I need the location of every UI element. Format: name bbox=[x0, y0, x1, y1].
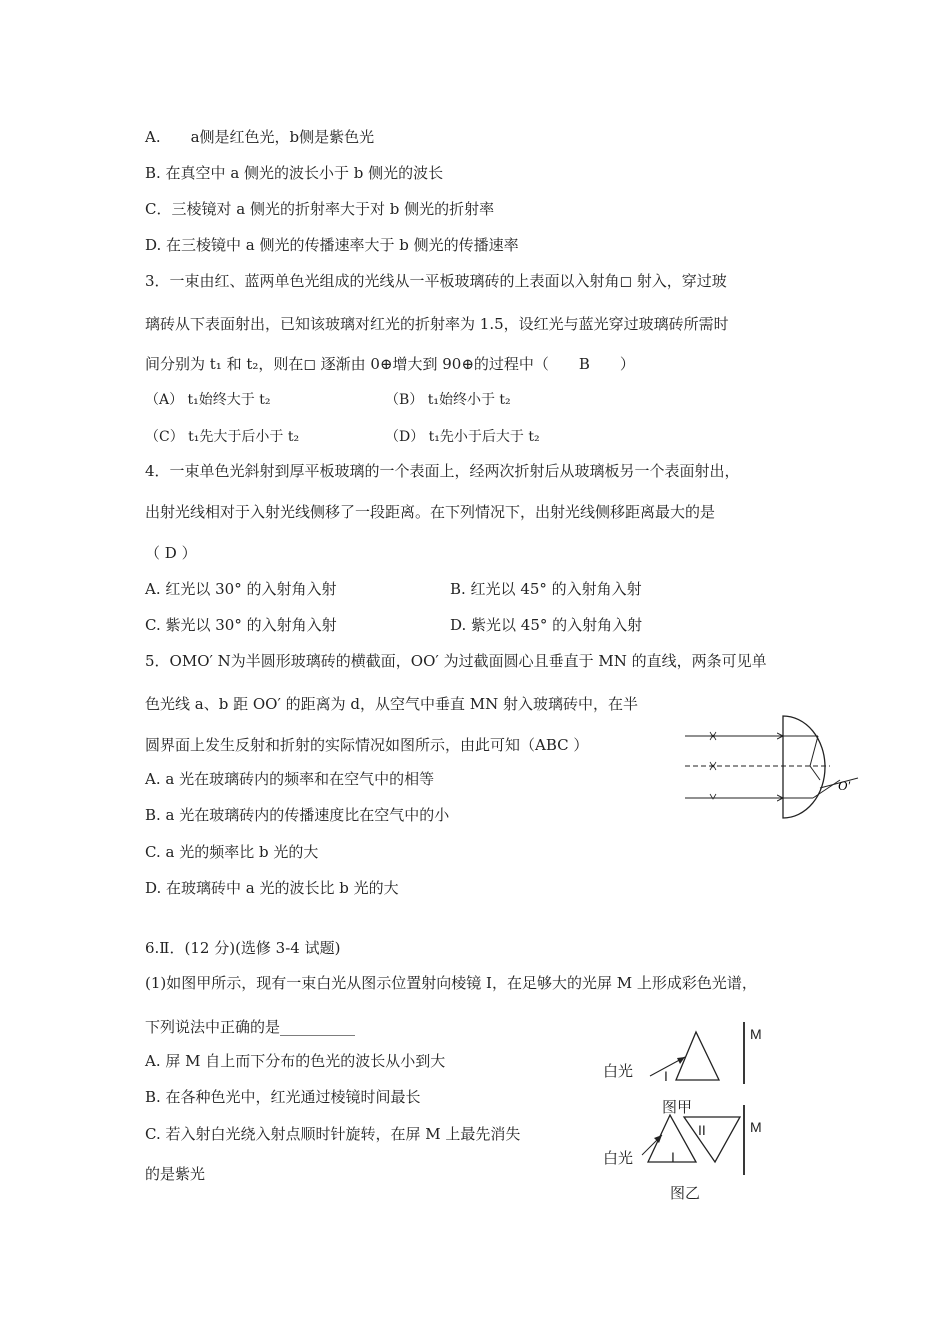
q3-option-d: （D） t₁先小于后大于 t₂ bbox=[385, 429, 540, 445]
fig-jia-screen-label: M bbox=[750, 1026, 762, 1042]
q6-heading: 6.Ⅱ．(12 分)(选修 3-4 试题) bbox=[145, 939, 341, 957]
fig-jia-prism-label: I bbox=[664, 1068, 668, 1084]
q3-option-c: （C） t₁先大于后小于 t₂ bbox=[145, 429, 300, 445]
q5-option-c: C. a 光的频率比 b 光的大 bbox=[145, 843, 319, 861]
q5-line-1: 5．OMO′ N为半圆形玻璃砖的横截面，OO′ 为过截面圆心且垂直于 MN 的直线，两条可见单 bbox=[145, 652, 767, 670]
q5-option-b: B. a 光在玻璃砖内的传播速度比在空气中的小 bbox=[145, 806, 450, 824]
semicircle-glass-figure bbox=[680, 708, 870, 828]
q2-option-b: B. 在真空中 a 侧光的波长小于 b 侧光的波长 bbox=[145, 164, 444, 182]
q6-option-c-cont: 的是紫光 bbox=[145, 1165, 206, 1183]
q4-option-c: C. 紫光以 30° 的入射角入射 bbox=[145, 616, 337, 634]
fig-jia-white-light: 白光 bbox=[603, 1062, 634, 1080]
q4-line-1: 4．一束单色光斜射到厚平板玻璃的一个表面上，经两次折射后从玻璃板另一个表面射出， bbox=[145, 462, 740, 480]
fig-yi-prism2-label: II bbox=[698, 1122, 706, 1138]
q6-option-c: C. 若入射白光绕入射点顺时针旋转，在屏 M 上最先消失 bbox=[145, 1125, 521, 1143]
q3-line-3: 间分别为 t₁ 和 t₂，则在◻ 逐渐由 0⊕增大到 90⊕的过程中（ B ） bbox=[145, 355, 635, 373]
q4-answer: （ D ） bbox=[145, 544, 197, 562]
q5-option-d: D. 在玻璃砖中 a 光的波长比 b 光的大 bbox=[145, 879, 399, 897]
q6-line-1: (1)如图甲所示，现有一束白光从图示位置射向棱镜 I，在足够大的光屏 M 上形成彩色光谱， bbox=[145, 974, 757, 992]
fig-yi-white-light: 白光 bbox=[603, 1149, 634, 1167]
q5-line-2: 色光线 a、b 距 OO′ 的距离为 d，从空气中垂直 MN 射入玻璃砖中，在半 bbox=[145, 695, 639, 713]
q4-line-2: 出射光线相对于入射光线侧移了一段距离。在下列情况下，出射光线侧移距离最大的是 bbox=[145, 503, 716, 521]
q3-option-a: （A） t₁始终大于 t₂ bbox=[145, 392, 271, 408]
q5-option-a: A. a 光在玻璃砖内的频率和在空气中的相等 bbox=[145, 770, 435, 788]
q6-option-b: B. 在各种色光中，红光通过棱镜时间最长 bbox=[145, 1088, 421, 1106]
q5-line-3: 圆界面上发生反射和折射的实际情况如图所示，由此可知（ABC ） bbox=[145, 736, 589, 754]
q4-option-b: B. 红光以 45° 的入射角入射 bbox=[450, 580, 642, 598]
q4-option-a: A. 红光以 30° 的入射角入射 bbox=[145, 580, 337, 598]
q2-option-d: D. 在三棱镜中 a 侧光的传播速率大于 b 侧光的传播速率 bbox=[145, 236, 519, 254]
q6-option-a: A. 屏 M 自上而下分布的色光的波长从小到大 bbox=[145, 1052, 446, 1070]
fig-yi-screen-label: M bbox=[750, 1119, 762, 1135]
q3-line-2: 璃砖从下表面射出，已知该玻璃对红光的折射率为 1.5，设红光与蓝光穿过玻璃砖所需时 bbox=[145, 315, 729, 333]
q6-line-2: 下列说法中正确的是__________ bbox=[145, 1018, 356, 1036]
fig-jia-caption: 图甲 bbox=[662, 1098, 693, 1116]
q2-option-a: A. a侧是红色光，b侧是紫色光 bbox=[145, 128, 375, 146]
q3-option-b: （B） t₁始终小于 t₂ bbox=[385, 392, 511, 408]
prism-figure-yi bbox=[640, 1105, 770, 1180]
fig-yi-caption: 图乙 bbox=[670, 1184, 701, 1202]
fig-yi-prism1-label: I bbox=[671, 1149, 675, 1165]
q3-line-1: 3．一束由红、蓝两单色光组成的光线从一平板玻璃砖的上表面以入射角◻ 射入，穿过玻 bbox=[145, 272, 727, 290]
q2-option-c: C．三棱镜对 a 侧光的折射率大于对 b 侧光的折射率 bbox=[145, 200, 495, 218]
q4-option-d: D. 紫光以 45° 的入射角入射 bbox=[450, 616, 643, 634]
q5-fig-label: O′ bbox=[838, 778, 851, 793]
